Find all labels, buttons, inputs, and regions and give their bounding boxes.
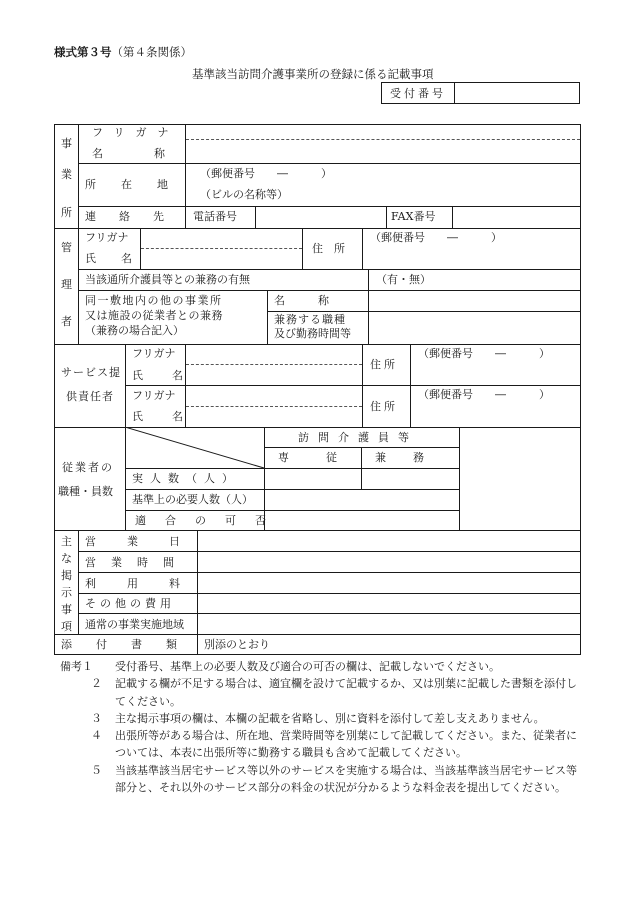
- posted-usage-fee-field[interactable]: [200, 575, 578, 592]
- service-manager-1-postal[interactable]: （郵便番号 ― ）: [418, 347, 550, 360]
- posted-label-6: 項: [61, 620, 72, 633]
- other-job-line-3: （兼務の場合記入）: [85, 324, 184, 337]
- form-title: 基準該当訪問介護事業所の登録に係る記載事項: [192, 67, 434, 81]
- service-manager-1-furigana-label: フリガナ: [132, 347, 176, 360]
- posted-service-area-field[interactable]: [200, 615, 578, 632]
- posted-label-5: 事: [61, 603, 72, 616]
- office-contact-label: 連絡先: [85, 210, 187, 223]
- manager-section-label-2: 理: [61, 278, 72, 291]
- manager-furigana-field[interactable]: [143, 230, 300, 247]
- other-job-name-label: 名 称: [274, 294, 329, 307]
- office-furigana-label: フリガナ: [92, 126, 180, 139]
- service-manager-2-address-label: 住所: [370, 400, 398, 413]
- note-item: ４ 出張所等がある場合は、所在地、営業時間等を別葉にして記載してください。また、従業者については、本表に出張所等に勤務する職員も含めて記載してください。: [91, 729, 577, 760]
- office-name-field[interactable]: [188, 142, 578, 161]
- other-job-type-field[interactable]: [371, 313, 578, 342]
- service-manager-1-furigana-field[interactable]: [188, 346, 360, 363]
- reception-number-label: 受付番号: [390, 87, 446, 100]
- office-postal[interactable]: （郵便番号 ― ）: [200, 167, 332, 180]
- staff-col-group: 訪問介護員等: [298, 431, 418, 444]
- form-number: 様式第３号（第４条関係）: [54, 45, 192, 59]
- posted-other-fees-field[interactable]: [200, 595, 578, 612]
- office-phone-field[interactable]: [258, 208, 384, 226]
- posted-business-hours: 営業時間: [85, 556, 189, 569]
- posted-label-2: な: [61, 552, 72, 565]
- posted-label-1: 主: [61, 535, 72, 548]
- staff-actual-full-field[interactable]: [266, 470, 359, 487]
- service-manager-label-2: 供責任者: [66, 390, 114, 403]
- service-manager-1-address-label: 住所: [370, 358, 398, 371]
- office-furigana-field[interactable]: [188, 126, 578, 138]
- service-manager-2-name-label: 氏 名: [132, 410, 192, 423]
- office-name-label: 名称: [92, 147, 216, 160]
- staff-col-part: 兼務: [375, 451, 451, 464]
- service-manager-2-postal[interactable]: （郵便番号 ― ）: [418, 388, 550, 401]
- manager-postal[interactable]: （郵便番号 ― ）: [370, 231, 502, 244]
- notes-prefix: 備考: [60, 660, 82, 673]
- office-fax-label: FAX番号: [391, 210, 436, 223]
- posted-other-fees: その他の費用: [85, 597, 175, 610]
- manager-furigana-label: フリガナ: [85, 231, 129, 244]
- staff-col-full: 専従: [278, 451, 374, 464]
- service-manager-label-1: サービス提: [61, 366, 121, 379]
- manager-section-label-3: 者: [61, 315, 72, 328]
- office-building[interactable]: （ビルの名称等）: [200, 188, 288, 201]
- posted-label-4: 示: [61, 586, 72, 599]
- note-item: ３ 主な掲示事項の欄は、本欄の記載を省略し、別に資料を添付して差し支えありません。: [91, 711, 545, 725]
- note-item: ２ 記載する欄が不足する場合は、適宜欄を設けて記載するか、又は別葉に記載した書類を添付してください。: [91, 677, 577, 708]
- attachments-value: 別添のとおり: [204, 638, 270, 651]
- other-job-line-1: 同一敷地内の他の事業所: [85, 294, 223, 307]
- service-manager-1-name-label: 氏 名: [132, 369, 192, 382]
- other-job-type-line-1: 兼務する職種: [274, 313, 346, 326]
- posted-business-days-field[interactable]: [200, 533, 578, 550]
- manager-section-label-1: 管: [61, 241, 72, 254]
- reception-number-field[interactable]: [456, 84, 578, 102]
- table-diagonal: [125, 427, 265, 469]
- staff-row-pass: 適合の可否: [135, 514, 285, 527]
- office-section-label-1: 事: [61, 137, 72, 150]
- staff-row-actual: 実人数（人）: [132, 472, 240, 485]
- concurrent-duty-value[interactable]: （有・無）: [376, 273, 431, 286]
- posted-usage-fee: 利用料: [85, 577, 211, 590]
- service-manager-2-name-field[interactable]: [188, 408, 360, 425]
- staff-label-1: 従業者の: [62, 461, 114, 474]
- other-job-name-field[interactable]: [371, 292, 578, 309]
- office-section-label-2: 業: [61, 168, 72, 181]
- posted-business-days: 営業日: [85, 535, 211, 548]
- manager-name-field[interactable]: [143, 250, 300, 267]
- note-item: ５ 当該基準該当居宅サービス等以外のサービスを実施する場合は、当該基準該当居宅サービス等部分と、それ以外のサービス部分の料金の状況が分かるような料金表を提出してください。: [91, 763, 577, 795]
- posted-service-area: 通常の事業実施地域: [85, 618, 184, 631]
- office-address-label: 所在地: [85, 178, 193, 191]
- notes-section: [60, 658, 580, 796]
- office-phone-label: 電話番号: [193, 210, 237, 223]
- posted-business-hours-field[interactable]: [200, 554, 578, 571]
- note-item: 備考１ 受付番号、基準上の必要人数及び適合の可否の欄は、記載しないでください。: [60, 660, 500, 673]
- service-manager-2-furigana-field[interactable]: [188, 387, 360, 404]
- attachments-label: 添付書類: [61, 638, 201, 651]
- staff-actual-part-field[interactable]: [363, 470, 457, 487]
- staff-label-2: 職種・員数: [58, 485, 113, 498]
- office-section-label-3: 所: [61, 206, 72, 219]
- concurrent-duty-label: 当該通所介護員等との兼務の有無: [85, 273, 250, 286]
- posted-label-3: 掲: [61, 569, 72, 582]
- other-job-line-2: 又は施設の従業者との兼務: [85, 309, 223, 322]
- manager-name-label: 氏 名: [85, 252, 139, 265]
- service-manager-2-furigana-label: フリガナ: [132, 389, 176, 402]
- manager-address-label: 住 所: [312, 242, 345, 255]
- other-job-type-line-2: 及び勤務時間等: [274, 327, 351, 340]
- service-manager-1-name-field[interactable]: [188, 366, 360, 383]
- office-fax-field[interactable]: [455, 208, 578, 226]
- staff-row-required: 基準上の必要人数（人）: [132, 493, 253, 506]
